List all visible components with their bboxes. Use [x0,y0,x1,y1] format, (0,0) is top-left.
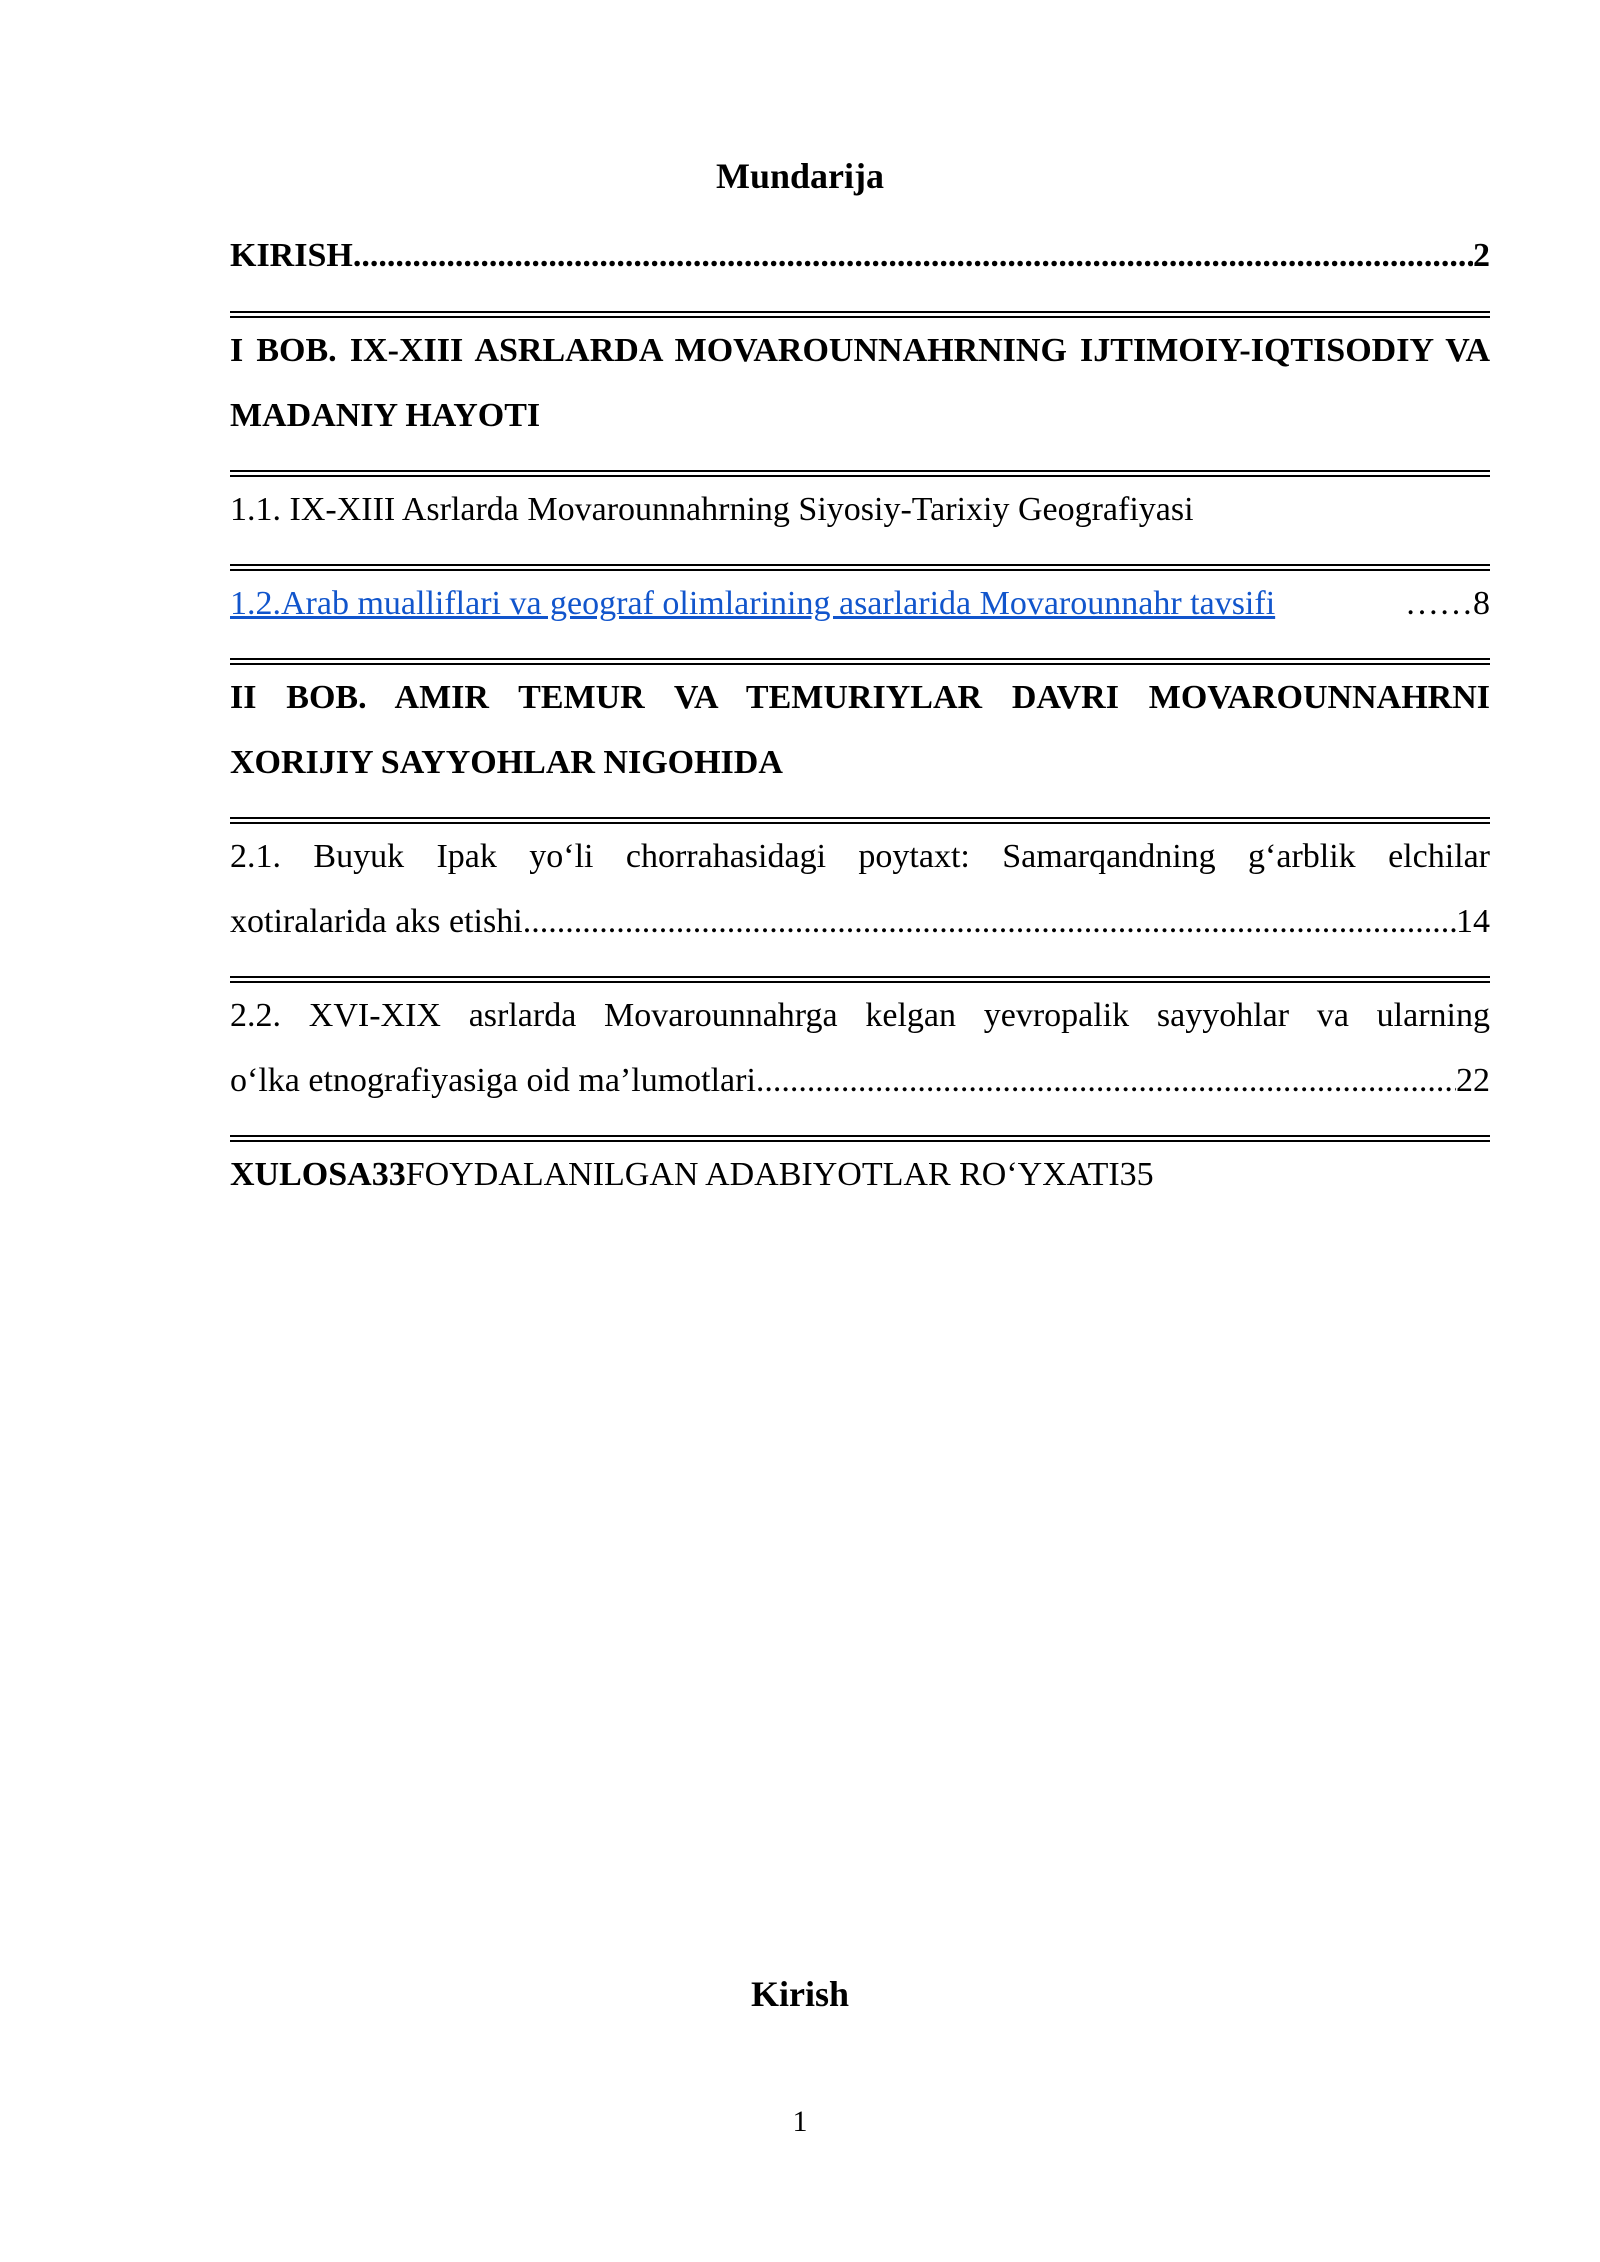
dot-leader [523,889,1456,954]
section-heading: Kirish [750,1974,849,2014]
toc-entry-label: xotiralarida aks etishi [230,903,523,940]
dot-leader [353,223,1473,288]
toc-entry-xulosa[interactable]: XULOSA33 [230,1156,406,1193]
page-number: 1 [792,2105,808,2138]
toc-page-number: 14 [1456,903,1490,940]
divider [230,658,1490,665]
toc-entry-section-2-1[interactable] [230,824,1490,954]
toc-title: Mundarija [715,156,884,196]
toc-entry-section-1-1[interactable]: 1.1. IX-XIII Asrlarda Movarounnahrning Siyosiy-Tarixiy Geografiyasi [230,491,1194,528]
toc-page-number: 22 [1456,1062,1490,1099]
toc-page-number: 8 [1473,585,1490,622]
toc-entry-bob-1[interactable]: I BOB. IX-XIII ASRLARDA MOVAROUNNAHRNING IJTIMOIY-IQTISODIY VA MADANIY HAYOTI [230,332,1490,434]
toc-entry-label: KIRISH [230,237,353,274]
section-number: 1.2. [230,585,281,622]
toc-entry-kirish[interactable] [230,223,1490,288]
divider [230,311,1490,318]
toc-entry-line: 2.2. XVI-XIX asrlarda Movarounnahrga kelgan yevropalik sayyohlar va ularning [230,997,1490,1034]
toc-entry-line [230,889,1490,954]
toc-page-number: 2 [1473,237,1490,274]
toc-entry-section-1-2[interactable] [230,571,1490,636]
table-of-contents [230,223,1490,1207]
toc-entry-label: o‘lka etnografiyasiga oid ma’lumotlari [230,1062,756,1099]
toc-entry-line: 2.1. Buyuk Ipak yo‘li chorrahasidagi poytaxt: Samarqandning g‘arblik elchilar [230,838,1490,875]
section-link[interactable]: Arab mualliflari va geograf olimlarining asarlarida Movarounnahr tavsifi [281,585,1276,622]
divider [230,817,1490,824]
dot-leader: …… [1405,585,1473,622]
divider [230,1135,1490,1142]
divider [230,976,1490,983]
divider [230,470,1490,477]
toc-entry-section-2-2[interactable] [230,983,1490,1113]
divider [230,564,1490,571]
toc-entry-final[interactable] [230,1142,1490,1207]
toc-entry-bibliography[interactable]: FOYDALANILGAN ADABIYOTLAR RO‘YXATI35 [405,1156,1154,1193]
toc-entry-line [230,1048,1490,1113]
dot-leader [756,1048,1456,1113]
toc-entry-bob-2[interactable]: II BOB. AMIR TEMUR VA TEMURIYLAR DAVRI MOVAROUNNAHRNI XORIJIY SAYYOHLAR NIGOHIDA [230,679,1490,781]
